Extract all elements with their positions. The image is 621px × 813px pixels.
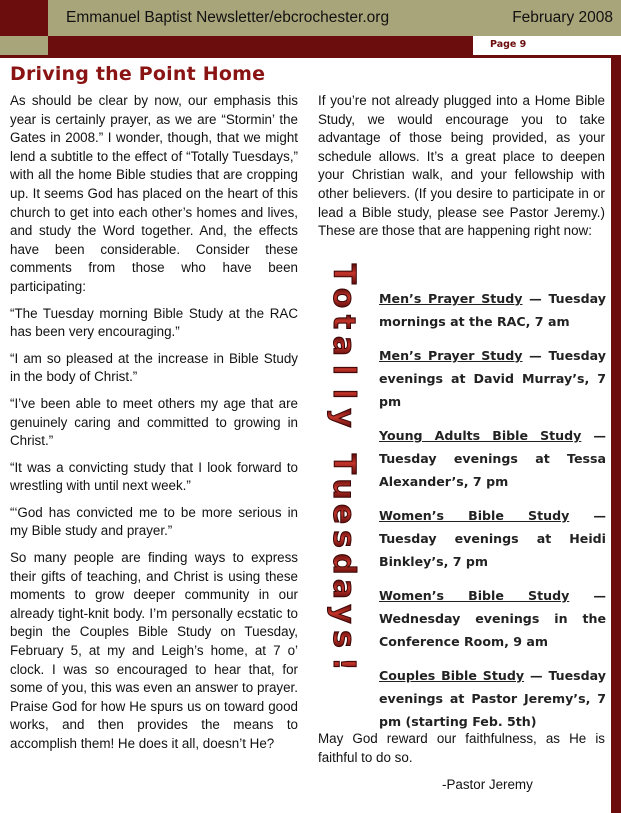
study-name: Women’s Bible Study <box>379 508 570 523</box>
word-art-letter: d <box>326 553 361 575</box>
list-item <box>379 344 606 413</box>
word-art-letter: T <box>326 263 361 285</box>
word-art-letter: a <box>326 335 361 357</box>
study-detail: — Tuesday mornings at the RAC, 7 am <box>379 291 606 329</box>
quote: “I’ve been able to meet others my age that are genuinely caring and committed to growing in Christ.” <box>10 395 298 449</box>
subheader-bar <box>48 36 473 55</box>
issue-date: February 2008 <box>512 9 613 26</box>
study-detail: — Tuesday evenings at Heidi Binkley’s, 7 pm <box>379 508 606 569</box>
subheader-accent <box>0 36 48 55</box>
header-accent-block <box>0 0 48 36</box>
quote: “I am so pleased at the increase in Bible Study in the body of Christ.” <box>10 350 298 385</box>
study-name: Couples Bible Study <box>379 668 525 683</box>
word-art-letter: o <box>326 287 361 309</box>
list-item <box>379 584 606 653</box>
paragraph: As should be clear by now, our emphasis this year is certainly prayer, as we are “Stormin’ the Gates in 2008.” I wonder, though, that we might lend a subtitle to the effect of “Totally Tuesdays,” with all the home Bible studies that are cropping up. It seems God has placed on the heart of this church to get into each other’s homes and lives, and study the Word together. And, the effects have been considerable. Consider these comments from those who have been participating: <box>10 93 298 294</box>
list-item <box>379 287 606 333</box>
word-art-letter: T <box>326 453 361 475</box>
word-art-letter: s <box>326 630 361 648</box>
list-item <box>379 504 606 573</box>
closing-line: May God reward our faithfulness, as He is faithful to do so. <box>318 731 605 765</box>
article-headline: Driving the Point Home <box>10 63 266 85</box>
word-art-letter: u <box>326 478 361 500</box>
study-detail: — Wednesday evenings in the Conference Room, 9 am <box>379 588 606 649</box>
study-name: Men’s Prayer Study <box>379 348 523 363</box>
right-column-intro: If you’re not already plugged into a Home Bible Study, we would encourage you to take advantage of those being provided, as your schedule allows. It’s a great place to deepen your Christian walk, and your fellowship with other believers. (If you desire to participate in or lead a Bible study, please see Pastor Jeremy.) These are those that are happening right now: <box>318 93 605 239</box>
list-item <box>379 664 606 733</box>
right-border <box>611 55 621 813</box>
paragraph: So many people are finding ways to express their gifts of teaching, and Christ is using these moments to grow deeper community in our already tight-knit body. I’m personally ecstatic to begin the Couples Bible Study on Tuesday, February 5, at my and Leigh’s home, at 7 o’ clock. I was so encouraged to hear that, for some of you, this was even an answer to prayer. Praise God for how He spurs us on toward good works, and then provides the means to accomplish them! He does it all, doesn’t He? <box>10 550 298 751</box>
word-tuesdays <box>326 454 361 671</box>
study-detail: — Tuesday evenings at David Murray’s, 7 pm <box>379 348 606 409</box>
study-detail: — Tuesday evenings at Tessa Alexander’s, 7 pm <box>379 428 607 489</box>
word-art-letter: t <box>326 314 361 330</box>
list-item <box>379 424 606 493</box>
word-art-letter: a <box>326 578 361 600</box>
study-name: Young Adults Bible Study <box>379 428 582 443</box>
study-detail: — Tuesday evenings at Pastor Jeremy’s, 7 pm (starting Feb. 5th) <box>379 668 606 729</box>
word-art-letter: l <box>326 364 361 376</box>
top-rule <box>0 55 611 58</box>
study-name: Men’s Prayer Study <box>379 291 523 306</box>
study-list <box>379 287 606 744</box>
word-art-letter: l <box>326 388 361 400</box>
word-totally <box>326 264 361 428</box>
word-art-letter: y <box>326 604 361 624</box>
word-art-letter: s <box>326 530 361 548</box>
word-art-letter: e <box>326 503 361 525</box>
quote: “It was a convicting study that I look forward to wrestling with until next week.” <box>10 459 298 494</box>
newsletter-title: Emmanuel Baptist Newsletter/ebcrochester.org <box>66 9 390 26</box>
signature: -Pastor Jeremy <box>442 777 533 792</box>
study-name: Women’s Bible Study <box>379 588 570 603</box>
quote: “The Tuesday morning Bible Study at the RAC has been very encouraging.” <box>10 305 298 340</box>
totally-tuesdays-graphic <box>312 262 376 702</box>
page-number: Page 9 <box>490 39 527 50</box>
word-art-letter: ! <box>326 657 361 671</box>
quote: “‘God has convicted me to be more serious in my Bible study and prayer.” <box>10 504 298 539</box>
word-art-letter: y <box>326 408 361 428</box>
left-column <box>10 92 298 762</box>
